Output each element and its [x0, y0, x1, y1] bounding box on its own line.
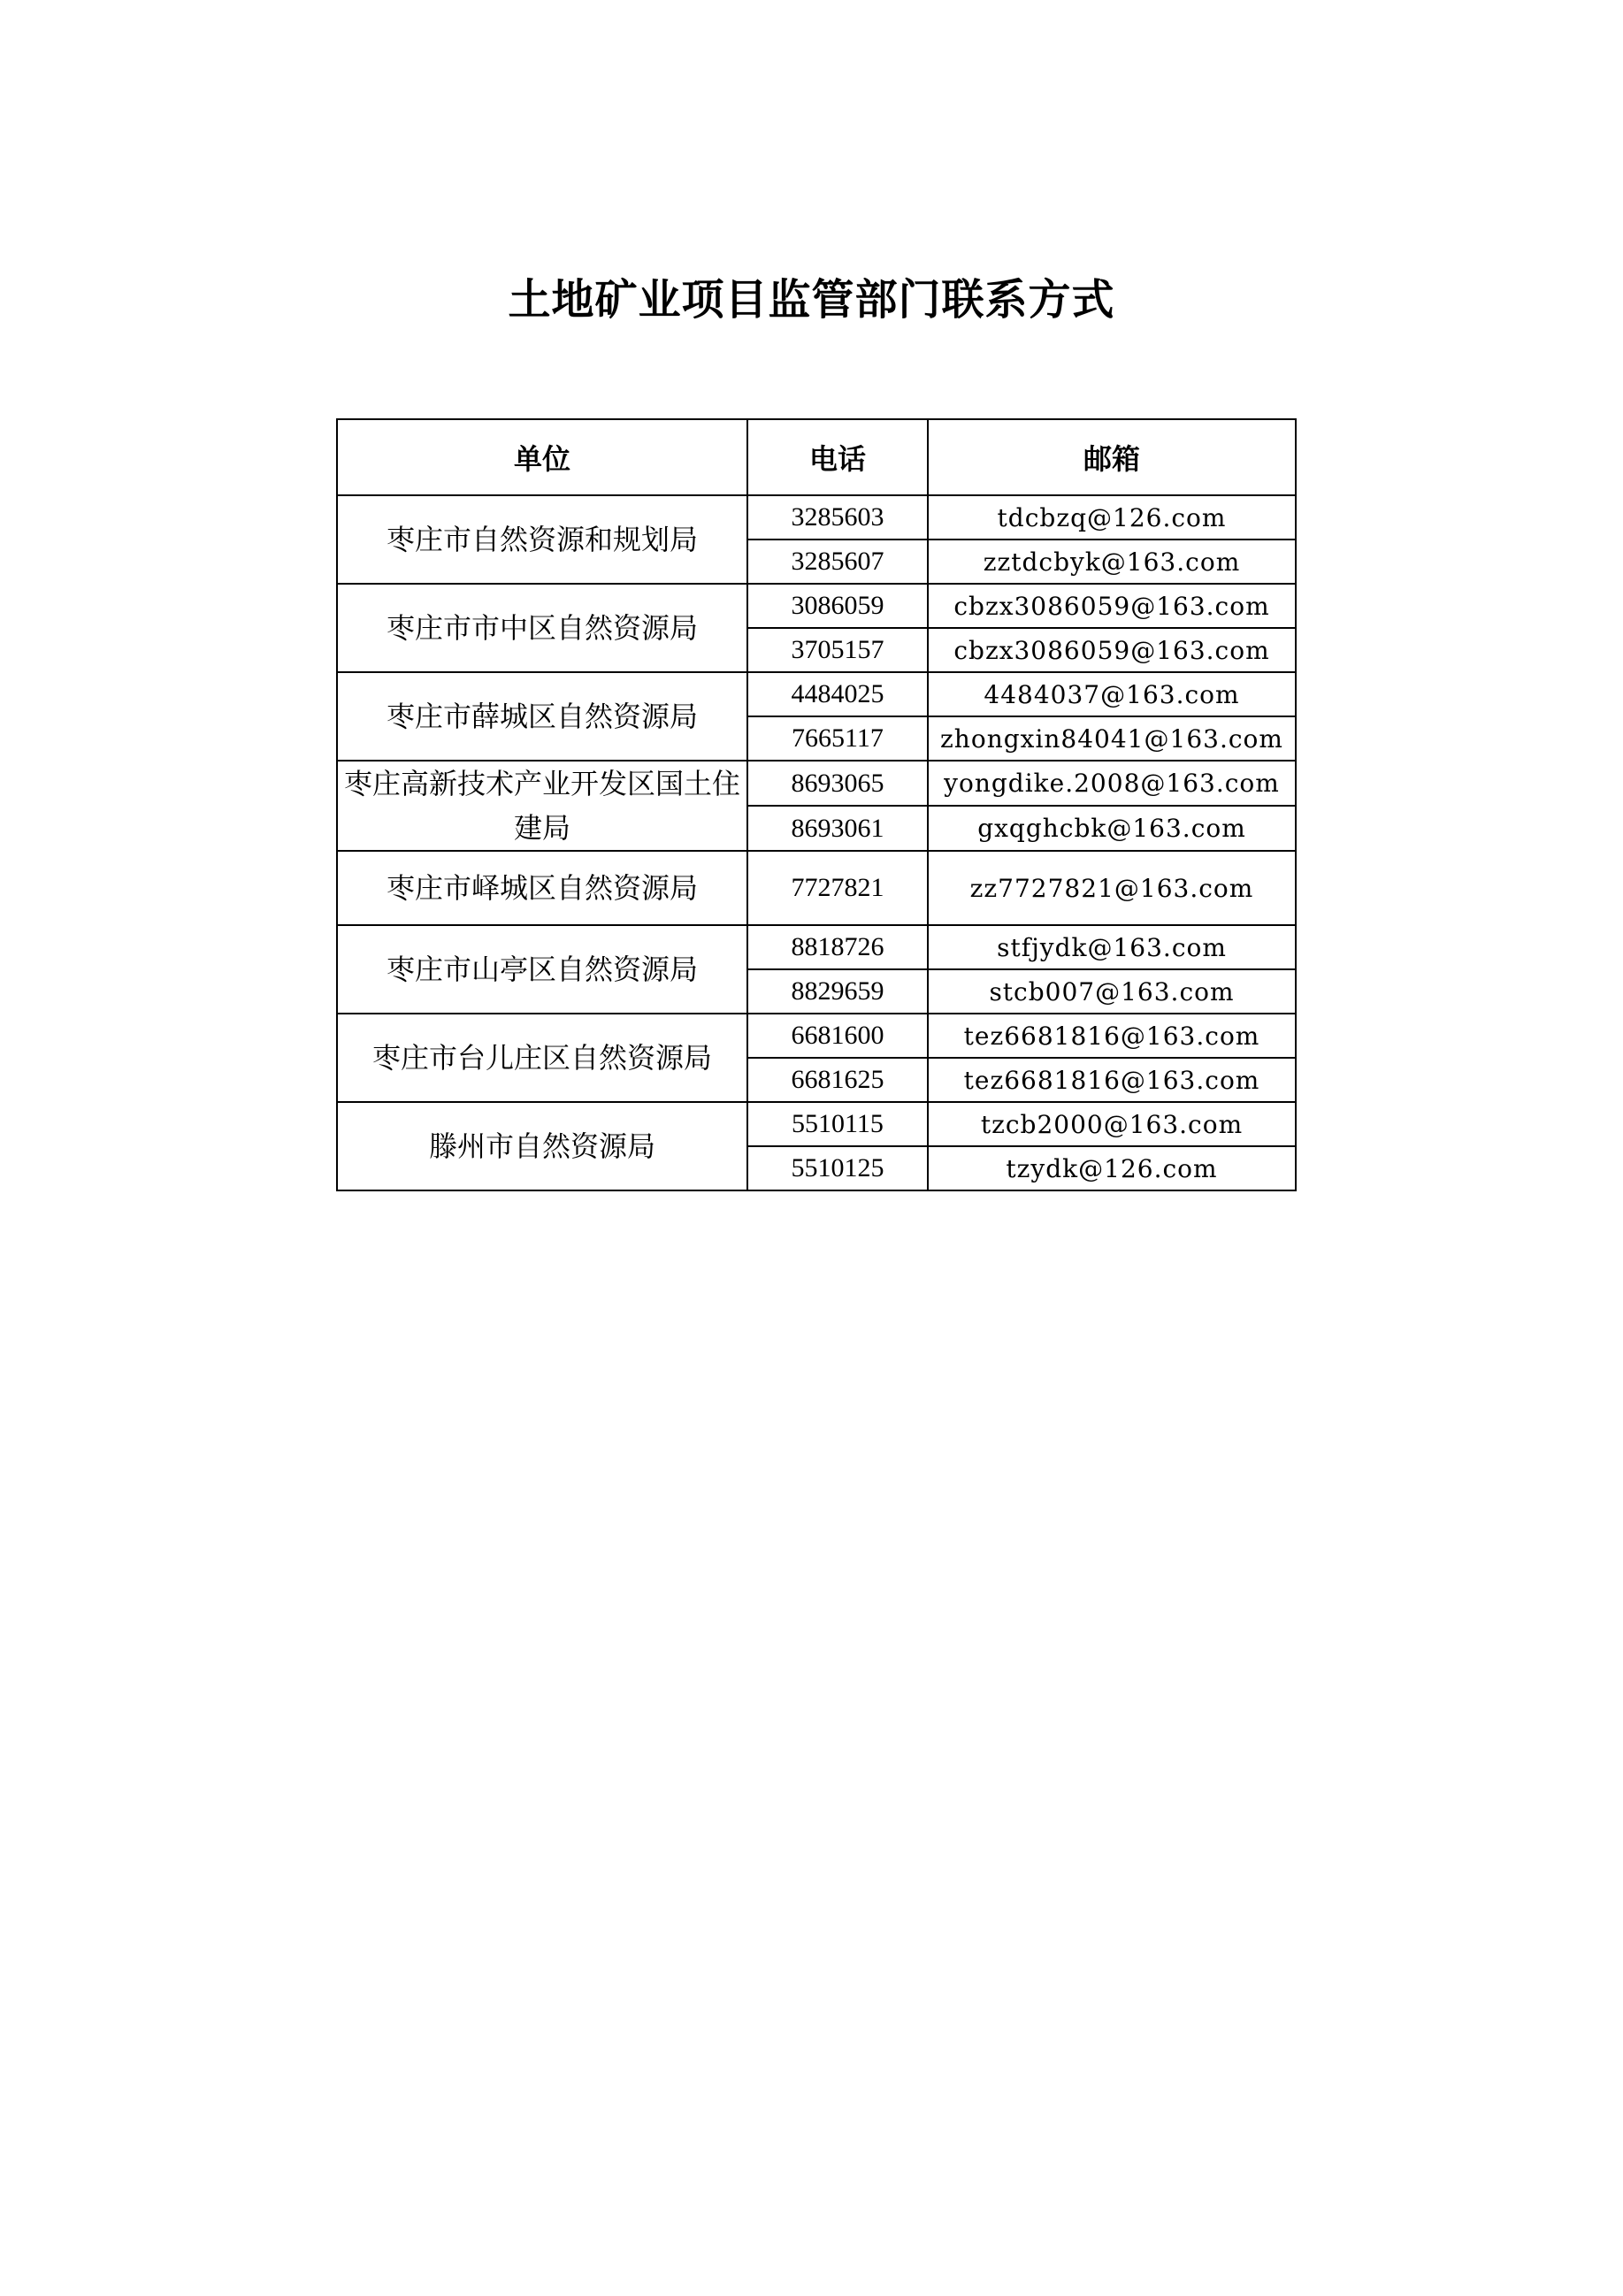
table-row	[337, 1014, 1296, 1058]
table-row	[337, 495, 1296, 540]
table-row	[337, 584, 1296, 628]
phone-cell: 4484025	[747, 672, 928, 716]
phone-cell: 6681600	[747, 1014, 928, 1058]
table-header-row	[337, 419, 1296, 495]
phone-cell: 5510115	[747, 1102, 928, 1146]
email-cell: zztdcbyk@163.com	[928, 540, 1296, 584]
header-phone: 电话	[747, 419, 928, 495]
unit-cell: 枣庄高新技术产业开发区国土住建局	[337, 761, 747, 851]
phone-cell: 3285607	[747, 540, 928, 584]
phone-cell: 8693061	[747, 806, 928, 851]
email-cell: cbzx3086059@163.com	[928, 584, 1296, 628]
email-cell: tez6681816@163.com	[928, 1014, 1296, 1058]
email-cell: yongdike.2008@163.com	[928, 761, 1296, 806]
email-cell: tzydk@126.com	[928, 1146, 1296, 1190]
unit-cell: 枣庄市台儿庄区自然资源局	[337, 1014, 747, 1102]
table-row	[337, 761, 1296, 806]
email-cell: stfjydk@163.com	[928, 925, 1296, 969]
table-row	[337, 925, 1296, 969]
header-unit: 单位	[337, 419, 747, 495]
phone-cell: 5510125	[747, 1146, 928, 1190]
email-cell: 4484037@163.com	[928, 672, 1296, 716]
unit-cell: 滕州市自然资源局	[337, 1102, 747, 1190]
unit-cell: 枣庄市市中区自然资源局	[337, 584, 747, 672]
phone-cell: 8829659	[747, 969, 928, 1014]
unit-cell: 枣庄市自然资源和规划局	[337, 495, 747, 584]
phone-cell: 3705157	[747, 628, 928, 672]
phone-cell: 3086059	[747, 584, 928, 628]
phone-cell: 3285603	[747, 495, 928, 540]
page-title: 土地矿业项目监管部门联系方式	[508, 275, 1115, 325]
phone-cell: 7665117	[747, 716, 928, 761]
phone-cell: 7727821	[747, 851, 928, 925]
email-cell: tez6681816@163.com	[928, 1058, 1296, 1102]
email-cell: zhongxin84041@163.com	[928, 716, 1296, 761]
unit-cell: 枣庄市峄城区自然资源局	[337, 851, 747, 925]
table-row	[337, 1102, 1296, 1146]
email-cell: cbzx3086059@163.com	[928, 628, 1296, 672]
phone-cell: 6681625	[747, 1058, 928, 1102]
phone-cell: 8818726	[747, 925, 928, 969]
header-email: 邮箱	[928, 419, 1296, 495]
email-cell: tzcb2000@163.com	[928, 1102, 1296, 1146]
phone-cell: 8693065	[747, 761, 928, 806]
email-cell: zz7727821@163.com	[928, 851, 1296, 925]
email-cell: gxqghcbk@163.com	[928, 806, 1296, 851]
table-row	[337, 672, 1296, 716]
table-row	[337, 851, 1296, 925]
unit-cell: 枣庄市薛城区自然资源局	[337, 672, 747, 761]
contact-table	[336, 418, 1297, 1191]
email-cell: stcb007@163.com	[928, 969, 1296, 1014]
unit-cell: 枣庄市山亭区自然资源局	[337, 925, 747, 1014]
email-cell: tdcbzq@126.com	[928, 495, 1296, 540]
